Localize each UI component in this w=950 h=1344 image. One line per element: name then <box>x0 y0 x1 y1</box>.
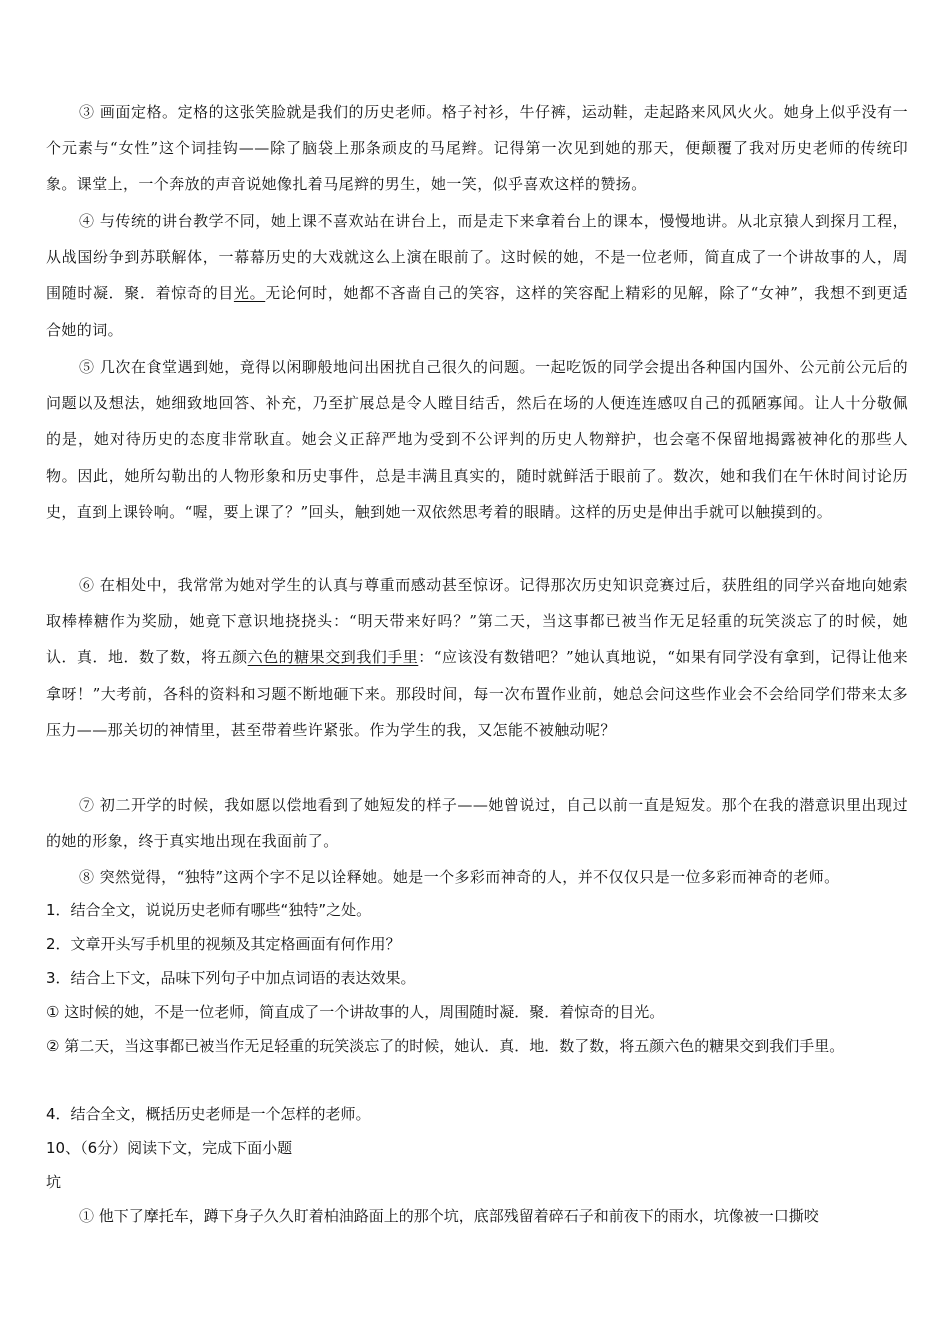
paragraph-4-text-a: ④ 与传统的讲台教学不同，她上课不喜欢站在讲台上，而是走下来拿着台上的课本，慢慢地讲。从北京猿人到探月工程，从战国纷争到苏联解体，一幕幕历史的大戏就这么上演在眼前了。这时候的她，不是一位老师，简直成了一个讲故事的人，周围随时凝．聚．着惊奇的目 <box>46 212 908 303</box>
article-paragraph-8: ⑧ 突然觉得，“独特”这两个字不足以诠释她。她是一个多彩而神奇的人，并不仅仅只是一位多彩而神奇的老师。 <box>79 868 840 886</box>
story-paragraph-1: ① 他下了摩托车，蹲下身子久久盯着柏油路面上的那个坑，底部残留着碎石子和前夜下的雨水，坑像被一口撕咬 <box>79 1207 819 1225</box>
section-10-heading: 10、（6分）阅读下文，完成下面小题 <box>46 1139 293 1157</box>
article-paragraph-6 <box>46 567 908 748</box>
paragraph-6-text-a: ⑥ 在相处中，我常常为她对学生的认真与尊重而感动甚至惊讶。记得那次历史知识竞赛过后，获胜组的同学兴奋地向她索取棒棒糖作为奖励，她竟下意识地挠挠头：“明天带来好吗？”第二天，当这事都已被当作无足轻重的玩笑淡忘了的时候，她认．真．地．数了数，将五颜 <box>46 576 908 667</box>
article-paragraph-5: ⑤ 几次在食堂遇到她，竟得以闲聊般地问出困扰自己很久的问题。一起吃饭的同学会提出各种国内国外、公元前公元后的问题以及想法，她细致地回答、补充，乃至扩展总是令人瞠目结舌，然后在场的人便连连感叹自己的孤陋寡闻。让人十分敬佩的是，她对待历史的态度非常耿直。她会义正辞严地为受到不公评判的历史人物辩护，也会毫不保留地揭露被神化的那些人物。因此，她所勾勒出的人物形象和历史事件，总是丰满且真实的，随时就鲜活于眼前了。数次，她和我们在午休时间讨论历史，直到上课铃响。“喔，要上课了？”回头，触到她一双依然思考着的眼睛。这样的历史是伸出手就可以触摸到的。 <box>46 358 908 521</box>
paragraph-4-underlined: 光。 <box>233 284 266 303</box>
question-4: 4．结合全文，概括历史老师是一个怎样的老师。 <box>46 1105 371 1123</box>
article-paragraph-3: ③ 画面定格。定格的这张笑脸就是我们的历史老师。格子衬衫，牛仔裤，运动鞋，走起路来风风火火。她身上似乎没有一个元素与“女性”这个词挂钩——除了脑袋上那条顽皮的马尾辫。记得第一次见到她的那天，便颠覆了我对历史老师的传统印象。课堂上，一个奔放的声音说她像扎着马尾辫的男生，她一笑，似乎喜欢这样的赞扬。 <box>46 103 908 194</box>
question-3-item-1: ① 这时候的她，不是一位老师，简直成了一个讲故事的人，周围随时凝．聚．着惊奇的目光。 <box>46 1003 665 1021</box>
question-3-item-2: ② 第二天，当这事都已被当作无足轻重的玩笑淡忘了的时候，她认．真．地．数了数，将五颜六色的糖果交到我们手里。 <box>46 1037 845 1055</box>
question-2: 2．文章开头写手机里的视频及其定格画面有何作用？ <box>46 935 401 953</box>
article-paragraph-7: ⑦ 初二开学的时候，我如愿以偿地看到了她短发的样子——她曾说过，自己以前一直是短发。那个在我的潜意识里出现过的她的形象，终于真实地出现在我面前了。 <box>46 796 908 851</box>
question-1: 1．结合全文，说说历史老师有哪些“独特”之处。 <box>46 901 372 919</box>
paragraph-6-text-b: ：“应该没有数错吧？”她认真地说，“如果有同学没有拿到，记得让他来拿呀！”大考前，各科的资料和习题不断地砸下来。那段时间，每一次布置作业前，她总会问这些作业会不会给同学们带来太多压力——那关切的神情里，甚至带着些许紧张。作为学生的我，又怎能不被触动呢？ <box>46 648 909 739</box>
paragraph-6-underlined: 六色的糖果交到我们手里 <box>247 648 419 667</box>
question-3: 3．结合上下文，品味下列句子中加点词语的表达效果。 <box>46 969 416 987</box>
paragraph-4-text-b: 无论何时，她都不吝啬自己的笑容，这样的笑容配上精彩的见解，除了“女神”，我想不到更适合她的词。 <box>46 284 908 339</box>
story-title: 坑 <box>46 1173 62 1191</box>
article-paragraph-4 <box>46 203 908 348</box>
